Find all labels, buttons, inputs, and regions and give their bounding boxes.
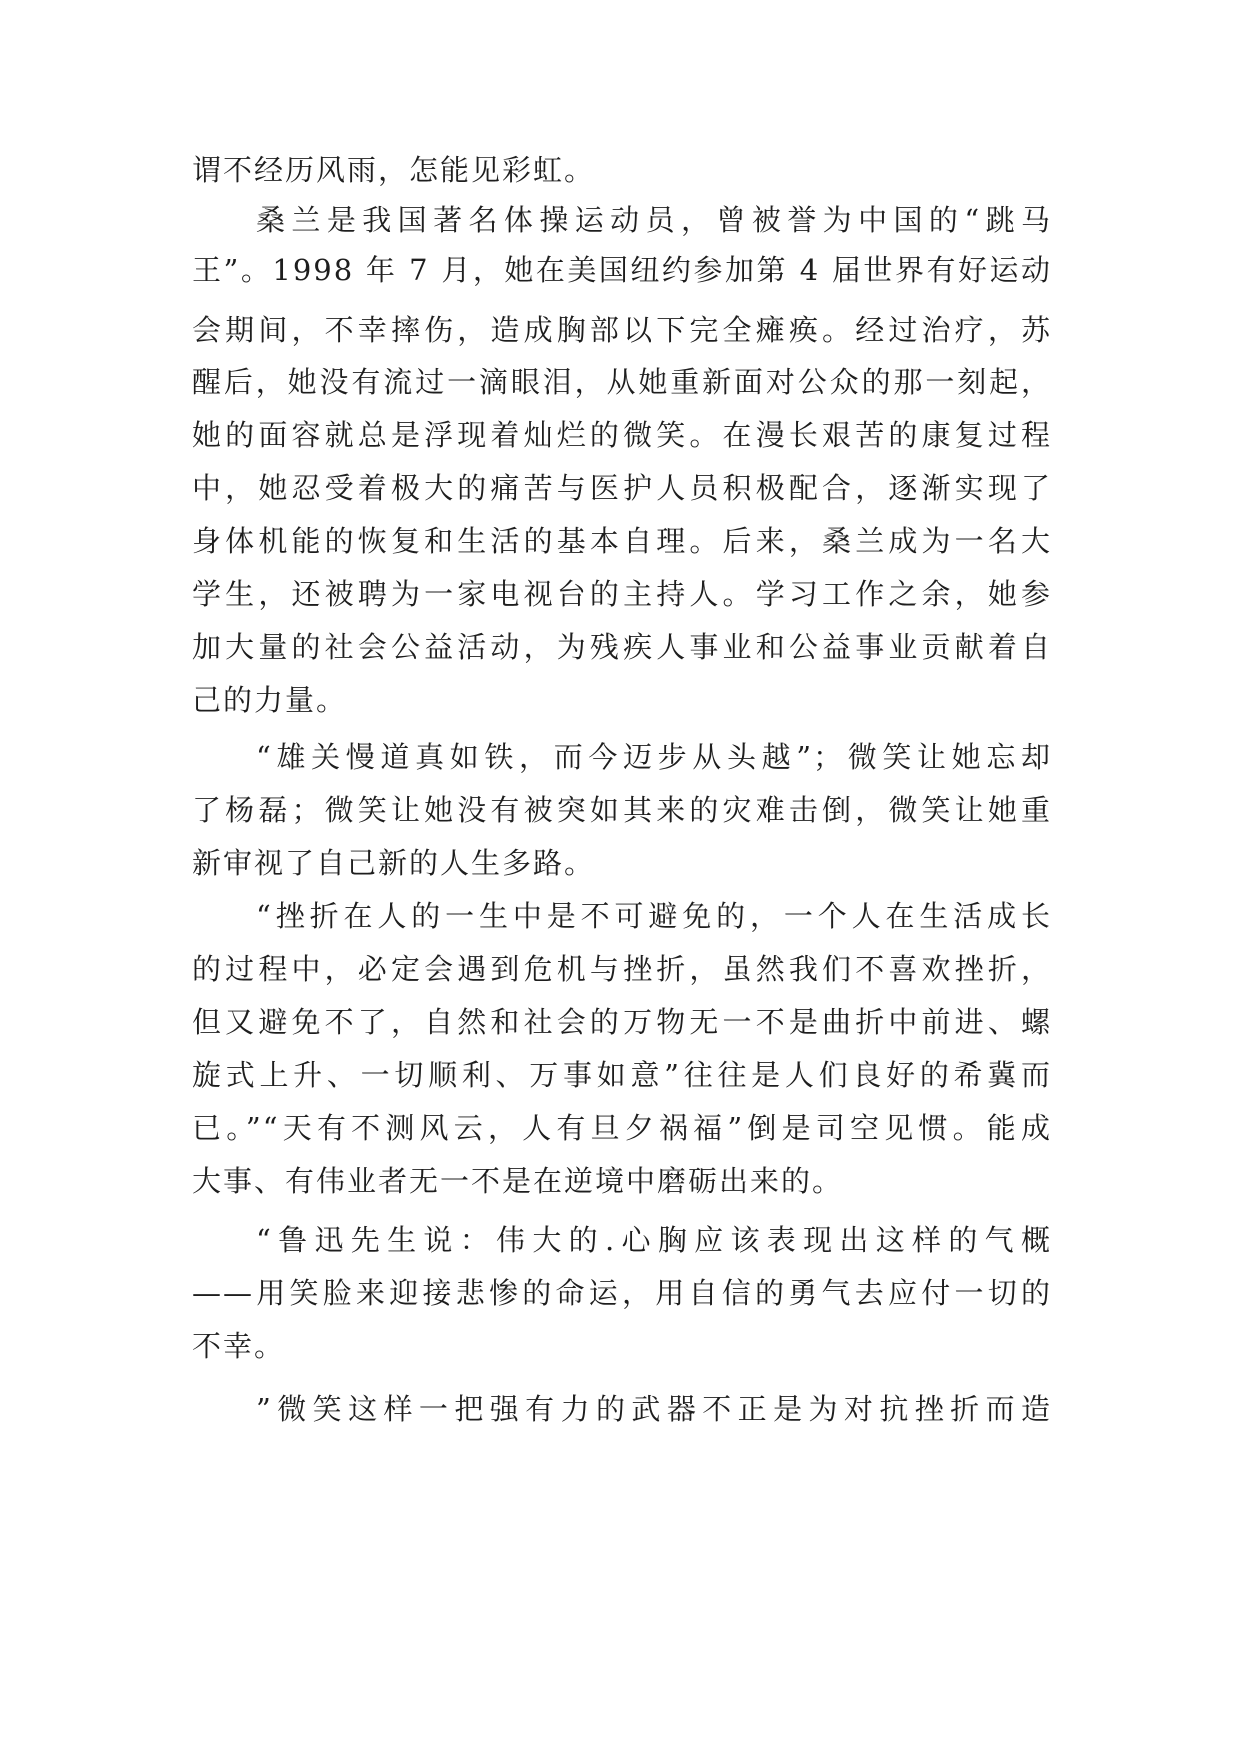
text-line: 身体机能的恢复和生活的基本自理。后来，桑兰成为一名大 [192, 524, 1052, 558]
text-line: 醒后，她没有流过一滴眼泪，从她重新面对公众的那一刻起， [192, 365, 1052, 399]
text-line: 的过程中，必定会遇到危机与挫折，虽然我们不喜欢挫折， [192, 952, 1052, 986]
text-line: 不幸。 [192, 1329, 286, 1363]
text-line: “鲁迅先生说：伟大的.心胸应该表现出这样的气概 [256, 1223, 1052, 1257]
text-line: 加大量的社会公益活动，为残疾人事业和公益事业贡献着自 [192, 630, 1052, 664]
text-line: 学生，还被聘为一家电视台的主持人。学习工作之余，她参 [192, 577, 1052, 611]
text-line: 但又避免不了，自然和社会的万物无一不是曲折中前进、螺 [192, 1005, 1052, 1039]
text-line: 己的力量。 [192, 683, 348, 717]
text-line: 桑兰是我国著名体操运动员，曾被誉为中国的“跳马 [256, 203, 1052, 237]
text-line: 会期间，不幸摔伤，造成胸部以下完全瘫痪。经过治疗，苏 [192, 313, 1052, 347]
text-line: 中，她忍受着极大的痛苦与医护人员积极配合，逐渐实现了 [192, 471, 1052, 505]
text-line: 她的面容就总是浮现着灿烂的微笑。在漫长艰苦的康复过程 [192, 418, 1052, 452]
text-line: 旋式上升、一切顺利、万事如意”往往是人们良好的希冀而 [192, 1058, 1052, 1092]
text-line: 了杨磊；微笑让她没有被突如其来的灾难击倒，微笑让她重 [192, 793, 1052, 827]
text-line: ——用笑脸来迎接悲惨的命运，用自信的勇气去应付一切的 [192, 1276, 1052, 1310]
text-line: 新审视了自己新的人生多路。 [192, 846, 596, 880]
text-line: 已。”“天有不测风云，人有旦夕祸福”倒是司空见惯。能成 [192, 1111, 1052, 1145]
text-line: “雄关慢道真如铁，而今迈步从头越”；微笑让她忘却 [256, 740, 1052, 774]
text-line: 王”。1998 年 7 月，她在美国纽约参加第 4 届世界有好运动 [192, 253, 1052, 287]
text-line: 谓不经历风雨，怎能见彩虹。 [192, 153, 596, 187]
text-line: “挫折在人的一生中是不可避免的，一个人在生活成长 [256, 899, 1052, 933]
text-line: 大事、有伟业者无一不是在逆境中磨砺出来的。 [192, 1164, 844, 1198]
text-line: ”微笑这样一把强有力的武器不正是为对抗挫折而造 [256, 1392, 1052, 1426]
